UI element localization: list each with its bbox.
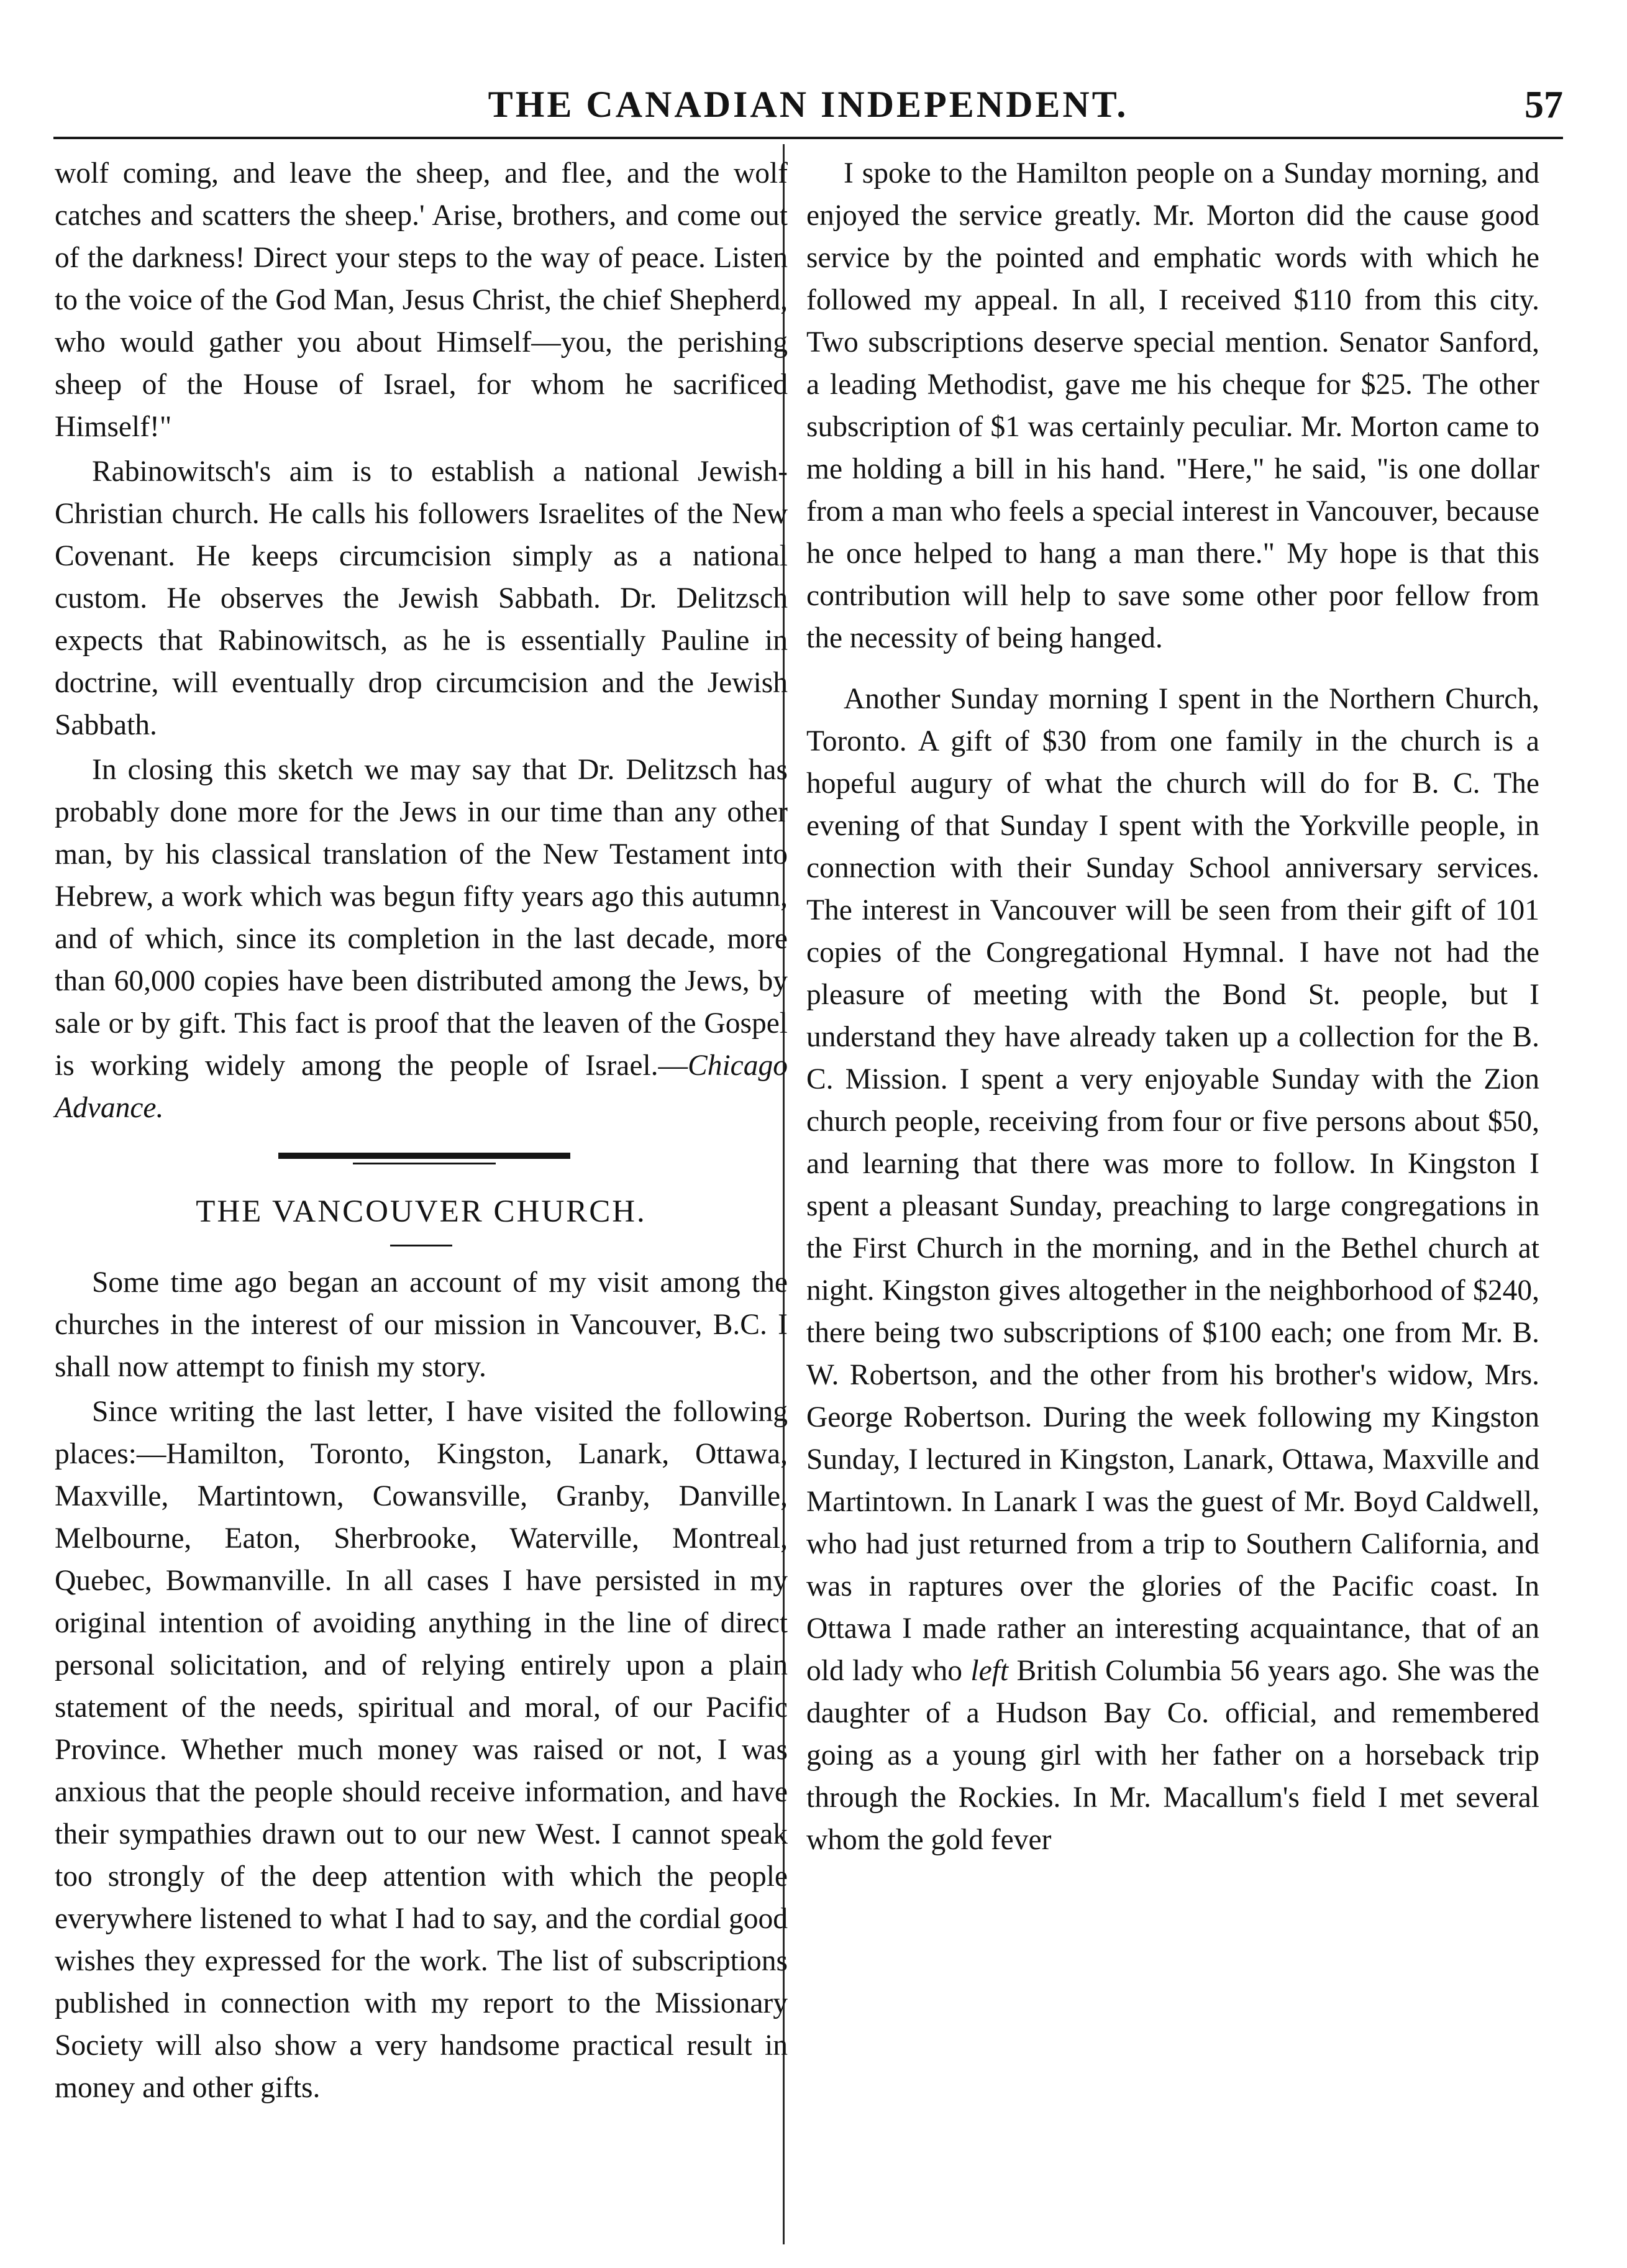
paragraph: I spoke to the Hamilton people on a Sunday morning, and enjoyed the service greatly. Mr. Morton did the cause good service by the pointed and emphatic words with which he followed my appeal. In all, I received $110 from this city. Two subscriptions deserve special mention. Senator Sanford, a leading Methodist, gave me his cheque for $25. The other subscription of $1 was certainly peculiar. Mr. Morton came to me holding a bill in his hand. "Here," he said, "is one dollar from a man who feels a special interest in Vancouver, because he once helped to hang a man there." My hope is that this contribution will help to save some other poor fellow from the necessity of being hanged. (806, 157, 1539, 654)
section-title: THE VANCOUVER CHURCH. (196, 1194, 647, 1229)
section-separator (55, 1135, 788, 1185)
source-credit: Chicago Advance. (55, 1049, 788, 1124)
page-number: 57 (1524, 84, 1563, 126)
paragraph-text: In closing this sketch we may say that Dr. Delitzsch has probably done more for the Jews in our time than any other man, by his classical translation of the New Testament into Hebrew, a work which was begun fifty years ago this autumn, and of which, since its completion in the last decade, more than 60,000 copies have been distributed among the Jews, by sale or by gift. This fact is proof that the leaven of the Gospel is working widely among the people of Israel.— (55, 754, 788, 1082)
paragraph: Since writing the last letter, I have visited the following places:—Hamilton, Toronto, Kingston, Lanark, Ottawa, Maxville, Martintown, Cowansville, Granby, Danville, Melbourne, Eaton, Sherbrooke, Waterville, Montreal, Quebec, Bowmanville. In all cases I have persisted in my original intention of avoiding anything in the line of direct personal solicitation, and of relying entirely upon a plain statement of the needs, spiritual and moral, of our Pacific Province. Whether much money was raised or not, I was anxious that the people should receive information, and have their sympathies drawn out to our new West. I cannot speak too strongly of the deep attention with which the people everywhere listened to what I had to say, and the cordial good wishes they expressed for the work. The list of subscriptions published in connection with my report to the Missionary Society will also show a very handsome practical result in money and other gifts. (55, 1396, 788, 2104)
paragraph: wolf coming, and leave the sheep, and flee, and the wolf catches and scatters the sheep.' Arise, brothers, and come out of the darkness! Direct your steps to the way of peace. Listen to the voice of the God Man, Jesus Christ, the chief Shepherd, who would gather you about Himself—you, the perishing sheep of the House of Israel, for whom he sacrificed Himself!" (55, 157, 788, 443)
separator-thick-rule (278, 1153, 570, 1159)
paragraph: Rabinowitsch's aim is to establish a national Jewish-Christian church. He calls his followers Israelites of the New Covenant. He keeps circumcision simply as a national custom. He observes the Jewish Sabbath. Dr. Delitzsch expects that Rabinowitsch, as he is essentially Pauline in doctrine, will eventually drop circumcision and the Jewish Sabbath. (55, 455, 788, 741)
running-title: THE CANADIAN INDEPENDENT. (488, 84, 1129, 125)
title-rule (390, 1245, 452, 1246)
italic-word: left (970, 1655, 1009, 1687)
paragraph-text: Another Sunday morning I spent in the Northern Church, Toronto. A gift of $30 from one family in the church is a hopeful augury of what the church will do for B. C. The evening of that Sunday I spent with the Yorkville people, in connection with their Sunday School anniversary services. The interest in Vancouver will be seen from their gift of 101 copies of the Congregational Hymnal. I have not had the pleasure of meeting with the Bond St. people, but I understand they have already taken up a collection for the B. C. Mission. I spent a very enjoyable Sunday with the Zion church people, receiving from four or five persons about $50, and learning that there was more to follow. In Kingston I spent a pleasant Sunday, preaching to large congregations in the First Church in the morning, and in the Bethel church at night. Kingston gives altogether in the neighborhood of $240, there being two subscriptions of $100 each; one from Mr. B. W. Robertson, and the other from his brother's widow, Mrs. George Robertson. During the week following my Kingston Sunday, I lectured in Kingston, Lanark, Ottawa, Maxville and Martintown. In Lanark I was the guest of Mr. Boyd Caldwell, who had just returned from a trip to Southern California, and was in raptures over the glories of the Pacific coast. In Ottawa I made rather an interesting acquaintance, that of an old lady who (806, 683, 1539, 1687)
page-header (53, 75, 1563, 139)
left-column (55, 152, 788, 2109)
paragraph-text-tail: British Columbia 56 years ago. She was the daughter of a Hudson Bay Co. official, and remembered going as a young girl with her father on a horseback trip through the Rockies. In Mr. Macallum's field I met several whom the gold fever (806, 1655, 1540, 1856)
separator-thin-rule (353, 1163, 496, 1164)
paragraph: Some time ago began an account of my visit among the churches in the interest of our mission in Vancouver, B.C. I shall now attempt to finish my story. (55, 1266, 788, 1383)
paragraph (55, 749, 788, 1129)
paragraph (806, 678, 1539, 1861)
right-column (806, 152, 1539, 1861)
